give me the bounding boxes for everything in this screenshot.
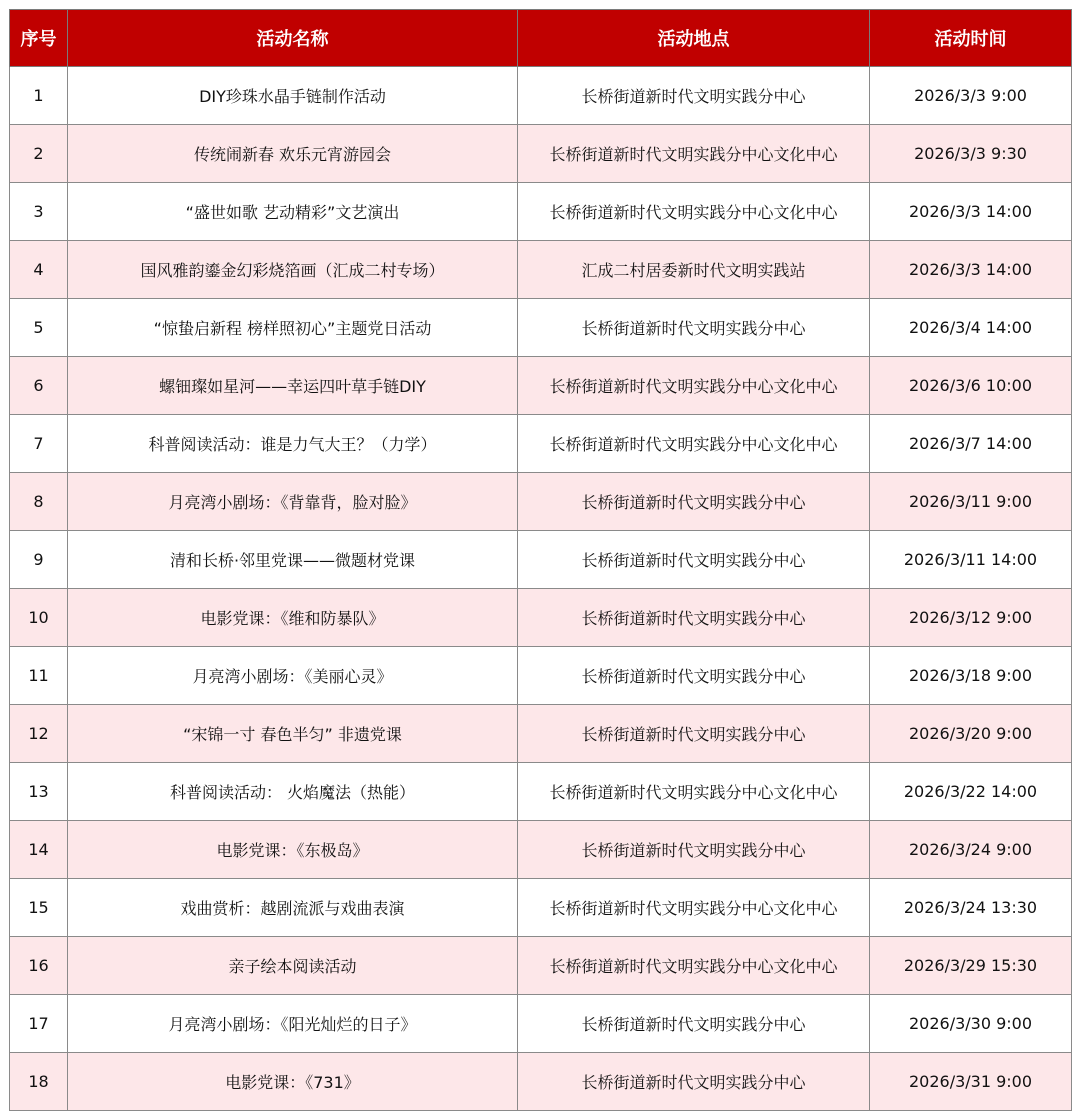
cell-no: 18 [10, 1053, 68, 1111]
table-row [10, 589, 1072, 647]
cell-time: 2026/3/3 14:00 [870, 183, 1072, 241]
table-row [10, 531, 1072, 589]
cell-location: 长桥街道新时代文明实践分中心 [518, 473, 870, 531]
cell-time: 2026/3/24 9:00 [870, 821, 1072, 879]
cell-time: 2026/3/30 9:00 [870, 995, 1072, 1053]
cell-location: 长桥街道新时代文明实践分中心 [518, 995, 870, 1053]
table-row [10, 821, 1072, 879]
cell-location: 长桥街道新时代文明实践分中心 [518, 647, 870, 705]
cell-no: 1 [10, 67, 68, 125]
cell-name: 亲子绘本阅读活动 [68, 937, 518, 995]
table-row [10, 67, 1072, 125]
activity-table [9, 9, 1072, 1111]
cell-location: 长桥街道新时代文明实践分中心文化中心 [518, 415, 870, 473]
cell-name: “盛世如歌 艺动精彩”文艺演出 [68, 183, 518, 241]
table-row [10, 183, 1072, 241]
cell-time: 2026/3/24 13:30 [870, 879, 1072, 937]
cell-location: 长桥街道新时代文明实践分中心 [518, 299, 870, 357]
cell-no: 15 [10, 879, 68, 937]
cell-no: 3 [10, 183, 68, 241]
cell-name: 月亮湾小剧场：《背靠背，脸对脸》 [68, 473, 518, 531]
table-row [10, 241, 1072, 299]
cell-time: 2026/3/31 9:00 [870, 1053, 1072, 1111]
cell-location: 长桥街道新时代文明实践分中心文化中心 [518, 937, 870, 995]
cell-name: “惊蛰启新程 榜样照初心”主题党日活动 [68, 299, 518, 357]
cell-no: 7 [10, 415, 68, 473]
cell-no: 6 [10, 357, 68, 415]
cell-name: “宋锦一寸 春色半匀” 非遗党课 [68, 705, 518, 763]
cell-location: 长桥街道新时代文明实践分中心文化中心 [518, 183, 870, 241]
cell-location: 汇成二村居委新时代文明实践站 [518, 241, 870, 299]
cell-no: 16 [10, 937, 68, 995]
header-row [10, 10, 1072, 67]
cell-no: 2 [10, 125, 68, 183]
cell-location: 长桥街道新时代文明实践分中心 [518, 705, 870, 763]
cell-location: 长桥街道新时代文明实践分中心 [518, 589, 870, 647]
table-row [10, 995, 1072, 1053]
cell-time: 2026/3/22 14:00 [870, 763, 1072, 821]
cell-time: 2026/3/6 10:00 [870, 357, 1072, 415]
activity-schedule [9, 9, 1071, 1111]
cell-name: 电影党课：《东极岛》 [68, 821, 518, 879]
cell-name: 月亮湾小剧场：《美丽心灵》 [68, 647, 518, 705]
header-no: 序号 [10, 10, 68, 67]
cell-time: 2026/3/29 15:30 [870, 937, 1072, 995]
cell-location: 长桥街道新时代文明实践分中心 [518, 531, 870, 589]
header-name: 活动名称 [68, 10, 518, 67]
cell-time: 2026/3/4 14:00 [870, 299, 1072, 357]
cell-location: 长桥街道新时代文明实践分中心文化中心 [518, 879, 870, 937]
cell-location: 长桥街道新时代文明实践分中心 [518, 1053, 870, 1111]
cell-location: 长桥街道新时代文明实践分中心文化中心 [518, 763, 870, 821]
cell-no: 10 [10, 589, 68, 647]
cell-no: 5 [10, 299, 68, 357]
table-row [10, 937, 1072, 995]
table-row [10, 705, 1072, 763]
table-row [10, 473, 1072, 531]
cell-time: 2026/3/18 9:00 [870, 647, 1072, 705]
table-row [10, 1053, 1072, 1111]
table-row [10, 647, 1072, 705]
cell-name: 传统闹新春 欢乐元宵游园会 [68, 125, 518, 183]
table-row [10, 125, 1072, 183]
cell-name: 电影党课：《731》 [68, 1053, 518, 1111]
cell-time: 2026/3/3 9:30 [870, 125, 1072, 183]
cell-no: 4 [10, 241, 68, 299]
cell-location: 长桥街道新时代文明实践分中心文化中心 [518, 125, 870, 183]
cell-name: 电影党课：《维和防暴队》 [68, 589, 518, 647]
cell-no: 17 [10, 995, 68, 1053]
cell-time: 2026/3/20 9:00 [870, 705, 1072, 763]
cell-no: 13 [10, 763, 68, 821]
cell-name: 月亮湾小剧场：《阳光灿烂的日子》 [68, 995, 518, 1053]
header-time: 活动时间 [870, 10, 1072, 67]
cell-name: 螺钿璨如星河——幸运四叶草手链DIY [68, 357, 518, 415]
cell-no: 11 [10, 647, 68, 705]
cell-time: 2026/3/7 14:00 [870, 415, 1072, 473]
cell-no: 9 [10, 531, 68, 589]
table-body [10, 67, 1072, 1111]
table-row [10, 299, 1072, 357]
cell-no: 8 [10, 473, 68, 531]
cell-location: 长桥街道新时代文明实践分中心文化中心 [518, 357, 870, 415]
header-location: 活动地点 [518, 10, 870, 67]
cell-location: 长桥街道新时代文明实践分中心 [518, 821, 870, 879]
cell-no: 14 [10, 821, 68, 879]
cell-time: 2026/3/3 14:00 [870, 241, 1072, 299]
cell-name: 国风雅韵鎏金幻彩烧箔画（汇成二村专场） [68, 241, 518, 299]
cell-name: 戏曲赏析：越剧流派与戏曲表演 [68, 879, 518, 937]
cell-location: 长桥街道新时代文明实践分中心 [518, 67, 870, 125]
cell-no: 12 [10, 705, 68, 763]
cell-time: 2026/3/12 9:00 [870, 589, 1072, 647]
table-row [10, 415, 1072, 473]
table-row [10, 879, 1072, 937]
table-header [10, 10, 1072, 67]
cell-name: 科普阅读活动： 火焰魔法（热能） [68, 763, 518, 821]
cell-name: 科普阅读活动：谁是力气大王？（力学） [68, 415, 518, 473]
cell-name: 清和长桥·邻里党课——微题材党课 [68, 531, 518, 589]
cell-time: 2026/3/11 9:00 [870, 473, 1072, 531]
cell-name: DIY珍珠水晶手链制作活动 [68, 67, 518, 125]
cell-time: 2026/3/3 9:00 [870, 67, 1072, 125]
table-row [10, 763, 1072, 821]
table-row [10, 357, 1072, 415]
cell-time: 2026/3/11 14:00 [870, 531, 1072, 589]
